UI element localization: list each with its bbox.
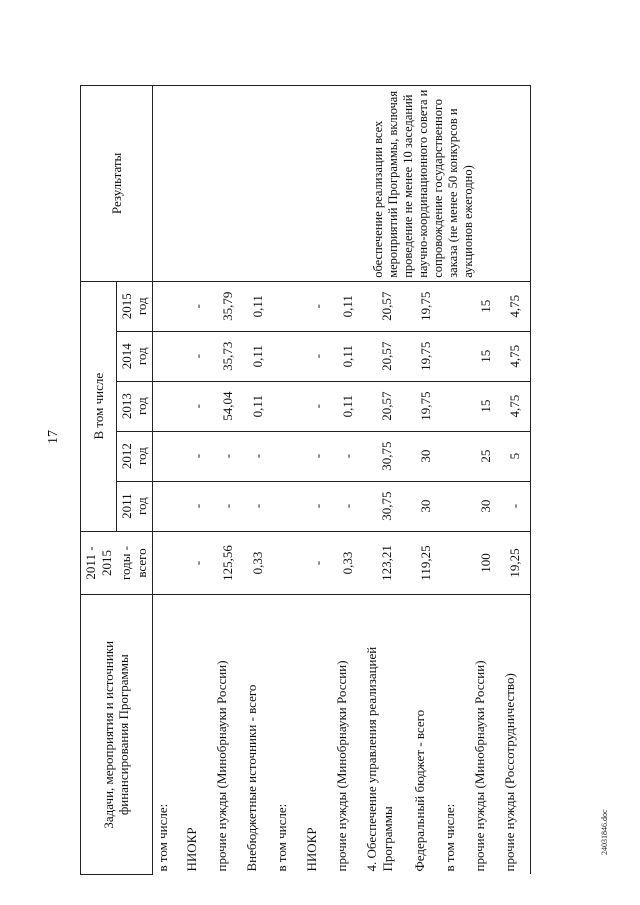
cell-y2015 — [440, 281, 470, 331]
cell-y2014: - — [302, 331, 332, 381]
cell-y2011: - — [242, 481, 272, 531]
cell-total — [152, 531, 182, 595]
row-label: Внебюджетные источники - всего — [244, 684, 260, 872]
cell-y2011 — [152, 481, 182, 531]
row-label: прочие нужды (Минобрнауки России) — [214, 660, 230, 872]
cell-y2014: 0,11 — [332, 331, 362, 381]
row-label: в том числе: — [442, 803, 458, 872]
cell-total: 0,33 — [242, 531, 272, 595]
cell-y2012: - — [302, 431, 332, 481]
header-year-2011: 2011 год — [116, 481, 152, 531]
cell-y2015: 20,57 — [362, 281, 410, 331]
page-number: 17 — [46, 430, 61, 444]
cell-y2012: 30,75 — [362, 431, 410, 481]
header-year-2014: 2014 год — [116, 331, 152, 381]
cell-y2014: 0,11 — [242, 331, 272, 381]
cell-y2015 — [152, 281, 182, 331]
row-label: в том числе: — [274, 803, 290, 872]
header-total-top: 2011 - 2015 — [81, 531, 117, 595]
row-label: Федеральный бюджет - всего — [412, 709, 428, 872]
program-finance-table — [80, 85, 531, 875]
cell-total — [272, 531, 302, 595]
cell-total: 19,25 — [500, 531, 530, 595]
cell-y2012: 25 — [470, 431, 500, 481]
header-year-2013: 2013 год — [116, 381, 152, 431]
header-group: В том числе — [81, 281, 117, 531]
cell-y2011: - — [212, 481, 242, 531]
cell-y2012 — [152, 431, 182, 481]
cell-y2013 — [272, 381, 302, 431]
cell-y2013 — [440, 381, 470, 431]
cell-y2011: - — [500, 481, 530, 531]
cell-y2014: 20,57 — [362, 331, 410, 381]
cell-y2011: 30,75 — [362, 481, 410, 531]
cell-y2015: - — [302, 281, 332, 331]
cell-y2013: 0,11 — [332, 381, 362, 431]
cell-y2012 — [440, 431, 470, 481]
result-text: обеспечение реализации всех мероприятий Программы, включая проведение не менее 10 заседаний научно-координационного совета и сопровождение государственного заказа (не менее 50 конкурсов и аукционов ежегодно) — [370, 89, 475, 278]
result-cell — [152, 86, 530, 282]
cell-y2014: - — [182, 331, 212, 381]
document-footer: 24031846.doc — [600, 809, 609, 855]
cell-total: 119,25 — [410, 531, 440, 595]
row-label: НИОКР — [304, 827, 320, 872]
cell-y2015: 4,75 — [500, 281, 530, 331]
cell-y2015: 15 — [470, 281, 500, 331]
header-year-2012: 2012 год — [116, 431, 152, 481]
cell-y2015: 0,11 — [242, 281, 272, 331]
cell-y2015: 19,75 — [410, 281, 440, 331]
row-label: прочие нужды (Минобрнауки России) — [334, 660, 350, 872]
cell-total: 125,56 — [212, 531, 242, 595]
cell-y2015 — [272, 281, 302, 331]
row-label: в том числе: — [154, 803, 170, 872]
cell-total: 123,21 — [362, 531, 410, 595]
header-year-2015: 2015 год — [116, 281, 152, 331]
cell-y2012: - — [242, 431, 272, 481]
cell-y2012 — [272, 431, 302, 481]
cell-y2013 — [152, 381, 182, 431]
cell-y2014: 4,75 — [500, 331, 530, 381]
cell-y2014: 19,75 — [410, 331, 440, 381]
cell-y2014: 35,73 — [212, 331, 242, 381]
header-total-sub: годы - всего — [116, 531, 152, 595]
cell-y2013: 0,11 — [242, 381, 272, 431]
row-label: прочие нужды (Россотрудничество) — [502, 673, 518, 872]
table-body — [152, 86, 530, 875]
cell-y2013: 15 — [470, 381, 500, 431]
cell-y2013: 19,75 — [410, 381, 440, 431]
cell-y2012: 30 — [410, 431, 440, 481]
cell-y2011: 30 — [410, 481, 440, 531]
cell-total: 100 — [470, 531, 500, 595]
cell-y2014 — [440, 331, 470, 381]
cell-total — [440, 531, 470, 595]
cell-y2012: - — [182, 431, 212, 481]
cell-y2015: 0,11 — [332, 281, 362, 331]
cell-y2014 — [152, 331, 182, 381]
cell-y2011: - — [182, 481, 212, 531]
cell-y2015: 35,79 — [212, 281, 242, 331]
cell-y2011: - — [302, 481, 332, 531]
cell-y2013: - — [182, 381, 212, 431]
row-label: 4. Обеспечение управления реализацией Программы — [364, 646, 395, 872]
cell-y2012: 5 — [500, 431, 530, 481]
table-row — [152, 86, 182, 875]
cell-y2013: - — [302, 381, 332, 431]
cell-y2011 — [440, 481, 470, 531]
cell-total: - — [182, 531, 212, 595]
rotated-table-container — [80, 85, 575, 875]
cell-y2012: - — [332, 431, 362, 481]
cell-total: 0,33 — [332, 531, 362, 595]
row-label: НИОКР — [184, 827, 200, 872]
cell-y2013: 20,57 — [362, 381, 410, 431]
cell-y2013: 4,75 — [500, 381, 530, 431]
cell-y2011: - — [332, 481, 362, 531]
header-result: Результаты — [81, 86, 153, 282]
cell-y2011: 30 — [470, 481, 500, 531]
row-label: прочие нужды (Минобрнауки России) — [472, 660, 488, 872]
cell-y2014: 15 — [470, 331, 500, 381]
cell-y2013: 54,04 — [212, 381, 242, 431]
cell-y2011 — [272, 481, 302, 531]
cell-y2012: - — [212, 431, 242, 481]
cell-y2015: - — [182, 281, 212, 331]
header-task: Задачи, мероприятия и источники финансирования Программы — [81, 595, 153, 875]
cell-total: - — [302, 531, 332, 595]
cell-y2014 — [272, 331, 302, 381]
